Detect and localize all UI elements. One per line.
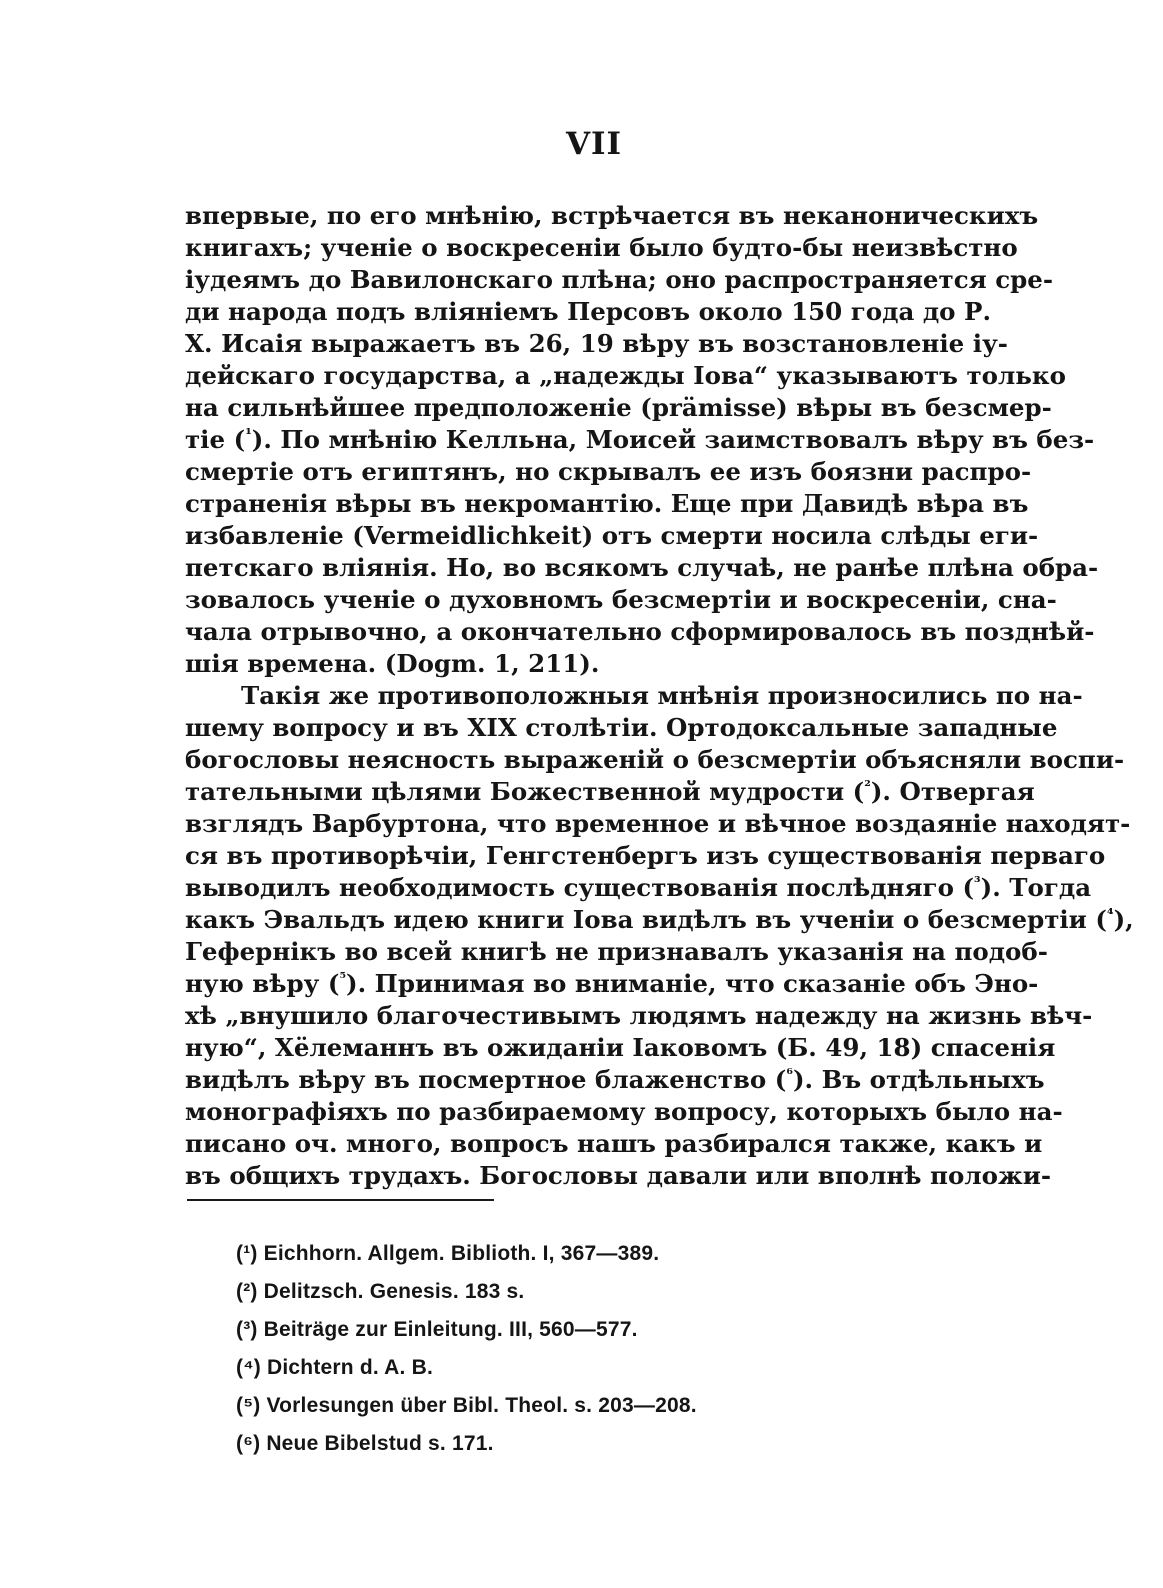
text-line bbox=[185, 1096, 1063, 1128]
footnote-text: Delitzsch. Genesis. 183 s. bbox=[263, 1280, 525, 1303]
line-text: ную“, Хёлеманнъ въ ожиданіи Іаковомъ (Б. 49, 18) спасенія bbox=[185, 1033, 1056, 1062]
footnote bbox=[236, 1235, 936, 1273]
text-line bbox=[185, 488, 1029, 520]
line-text: шему вопросу и въ XIX столѣтіи. Ортодоксальные западные bbox=[185, 713, 1058, 742]
page-number: VII bbox=[565, 126, 623, 162]
line-text: чала отрывочно, а окончательно сформировалось въ позднѣй- bbox=[185, 617, 1095, 646]
text-line bbox=[185, 1128, 1043, 1160]
line-text: іудеямъ до Вавилонскаго плѣна; оно распространяется сре- bbox=[185, 265, 1054, 294]
text-line bbox=[185, 200, 1039, 232]
line-text-continued: ). Въ отдѣльныхъ bbox=[792, 1065, 1045, 1094]
line-text: выводилъ необходимость существованія послѣдняго ( bbox=[185, 873, 975, 902]
footnote-ref: ⁶ bbox=[786, 1064, 793, 1083]
line-text: Х. Исаія выражаетъ въ 26, 19 вѣру въ возстановленіе іу- bbox=[185, 329, 1008, 358]
footnote-text: Beiträge zur Einleitung. III, 560—577. bbox=[263, 1318, 638, 1341]
text-line bbox=[185, 936, 1048, 968]
footnotes bbox=[236, 1235, 936, 1463]
line-text: Такія же противоположныя мнѣнія произносились по на- bbox=[241, 681, 1083, 710]
line-text: монографіяхъ по разбираемому вопросу, которыхъ было на- bbox=[185, 1097, 1063, 1126]
line-text: писано оч. много, вопросъ нашъ разбирался также, какъ и bbox=[185, 1129, 1043, 1158]
line-text-continued: ). Отвергая bbox=[870, 777, 1035, 806]
footnote-mark: (²) bbox=[236, 1280, 258, 1303]
line-text-continued: ). Тогда bbox=[980, 873, 1092, 902]
footnote-mark: (⁴) bbox=[236, 1356, 261, 1379]
text-line bbox=[185, 616, 1095, 648]
text-line bbox=[185, 840, 1106, 872]
line-text: тіе ( bbox=[185, 425, 246, 454]
line-text: дейскаго государства, а „надежды Іова“ указываютъ только bbox=[185, 361, 1066, 390]
line-text: книгахъ; ученіе о воскресеніи было будто-бы неизвѣстно bbox=[185, 233, 1018, 262]
text-line bbox=[185, 1000, 1093, 1032]
text-line bbox=[185, 392, 1052, 424]
footnote-text: Vorlesungen über Bibl. Theol. s. 203—208. bbox=[266, 1394, 697, 1417]
body-text bbox=[185, 200, 1134, 1192]
line-text: какъ Эвальдъ идею книги Іова видѣлъ въ ученіи о безсмертіи ( bbox=[185, 905, 1107, 934]
line-text: ную вѣру ( bbox=[185, 969, 340, 998]
line-text: впервые, по его мнѣнію, встрѣчается въ неканоническихъ bbox=[185, 201, 1039, 230]
text-line bbox=[185, 1064, 1045, 1096]
footnote bbox=[236, 1273, 936, 1311]
footnote-mark: (³) bbox=[236, 1318, 258, 1341]
footnote-text: Neue Bibelstud s. 171. bbox=[266, 1432, 494, 1455]
text-line bbox=[185, 328, 1008, 360]
line-text: Гефернікъ во всей книгѣ не признавалъ указанія на подоб- bbox=[185, 937, 1048, 966]
text-line bbox=[185, 232, 1018, 264]
line-text: ди народа подъ вліяніемъ Персовъ около 150 года до Р. bbox=[185, 297, 991, 326]
footnote-text: Eichhorn. Allgem. Biblioth. I, 367—389. bbox=[263, 1242, 660, 1265]
footnote-mark: (¹) bbox=[236, 1242, 258, 1265]
line-text: въ общихъ трудахъ. Богословы давали или вполнѣ положи- bbox=[185, 1161, 1052, 1190]
line-text: страненія вѣры въ некромантію. Еще при Давидѣ вѣра въ bbox=[185, 489, 1029, 518]
text-line bbox=[185, 904, 1134, 936]
footnote bbox=[236, 1311, 936, 1349]
text-line bbox=[185, 968, 1039, 1000]
text-line bbox=[185, 456, 1032, 488]
footnote-divider bbox=[187, 1199, 494, 1201]
footnote-ref: ⁴ bbox=[1106, 904, 1114, 923]
text-line bbox=[185, 520, 1039, 552]
line-text: тательными цѣлями Божественной мудрости ( bbox=[185, 777, 865, 806]
text-line bbox=[185, 808, 1131, 840]
text-line bbox=[185, 584, 1057, 616]
footnote-ref: ¹ bbox=[245, 424, 252, 443]
text-line bbox=[185, 712, 1058, 744]
line-text: взглядъ Варбуртона, что временное и вѣчное воздаяніе находят- bbox=[185, 809, 1131, 838]
footnote-text: Dichtern d. A. B. bbox=[267, 1356, 433, 1379]
text-line bbox=[185, 1032, 1056, 1064]
footnote bbox=[236, 1425, 936, 1463]
footnote bbox=[236, 1387, 936, 1425]
text-line bbox=[185, 264, 1054, 296]
line-text: на сильнѣйшее предположеніе (prämisse) вѣры въ безсмер- bbox=[185, 393, 1052, 422]
line-text: зовалось ученіе о духовномъ безсмертіи и воскресеніи, сна- bbox=[185, 585, 1057, 614]
line-text: видѣлъ вѣру въ посмертное блаженство ( bbox=[185, 1065, 787, 1094]
text-line bbox=[185, 744, 1125, 776]
line-text: петскаго вліянія. Но, во всякомъ случаѣ, не ранѣе плѣна обра- bbox=[185, 553, 1099, 582]
text-line bbox=[185, 1160, 1052, 1192]
line-text: смертіе отъ египтянъ, но скрывалъ ее изъ боязни распро- bbox=[185, 457, 1032, 486]
line-text-continued: ), bbox=[1113, 905, 1134, 934]
footnote-ref: ³ bbox=[974, 872, 981, 891]
text-line bbox=[185, 360, 1066, 392]
text-line bbox=[185, 296, 991, 328]
text-line bbox=[185, 552, 1099, 584]
line-text-continued: ). По мнѣнію Келльна, Моисей заимствовалъ вѣру въ без- bbox=[251, 425, 1095, 454]
line-text-continued: ). Принимая во вниманіе, что сказаніе объ Эно- bbox=[346, 969, 1039, 998]
footnote-ref: ² bbox=[864, 776, 871, 795]
footnote bbox=[236, 1349, 936, 1387]
footnote-mark: (⁶) bbox=[236, 1432, 261, 1455]
text-line bbox=[185, 776, 1035, 808]
footnote-ref: ⁵ bbox=[339, 968, 347, 987]
line-text: хѣ „внушило благочестивымъ людямъ надежду на жизнь вѣч- bbox=[185, 1001, 1093, 1030]
line-text: ся въ противорѣчіи, Генгстенбергъ изъ существованія перваго bbox=[185, 841, 1106, 870]
text-line bbox=[185, 872, 1092, 904]
text-line bbox=[185, 424, 1095, 456]
text-line bbox=[185, 680, 1083, 712]
text-line bbox=[185, 648, 985, 680]
line-text: богословы неясность выраженій о безсмертіи объясняли воспи- bbox=[185, 745, 1125, 774]
line-text: избавленіе (Vermeidlichkeit) отъ смерти носила слѣды еги- bbox=[185, 521, 1039, 550]
footnote-mark: (⁵) bbox=[236, 1394, 261, 1417]
line-text: шія времена. (Dogm. 1, 211). bbox=[185, 649, 600, 678]
